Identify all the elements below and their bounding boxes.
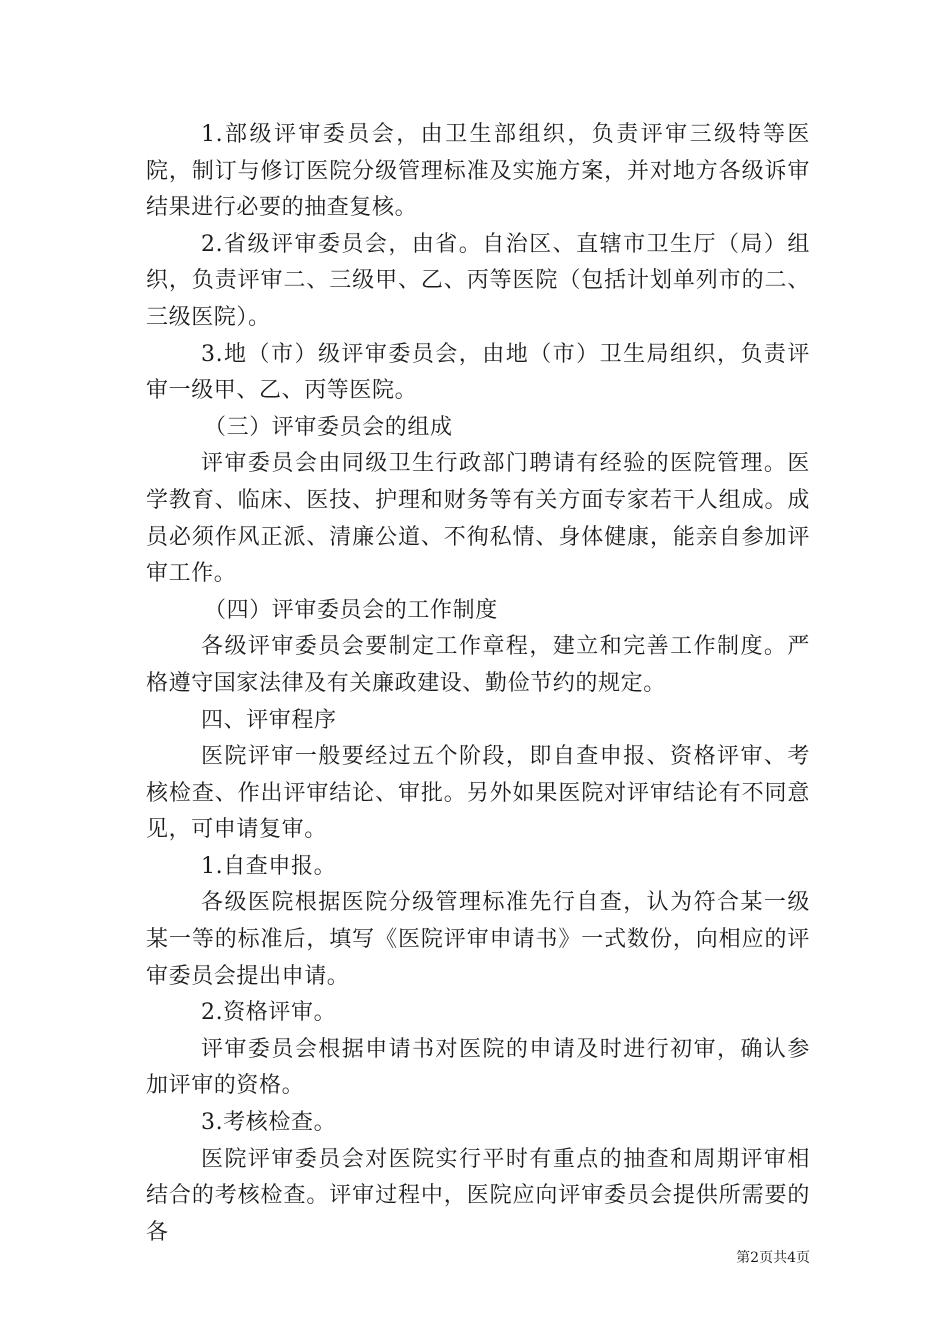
document-body	[146, 117, 810, 1251]
paragraph-qualification-review: 评审委员会根据申请书对医院的申请及时进行初审，确认参加评审的资格。	[146, 1036, 810, 1099]
paragraph-provincial-committee: 2.省级评审委员会，由省。自治区、直辖市卫生厅（局）组织，负责评审二、三级甲、乙、丙等医院（包括计划单列市的二、三级医院）。	[146, 231, 810, 330]
page-number: 第2页共4页	[736, 1250, 810, 1266]
paragraph-ministry-committee: 1.部级评审委员会，由卫生部组织，负责评审三级特等医院，制订与修订医院分级管理标准及实施方案，并对地方各级诉审结果进行必要的抽查复核。	[146, 122, 810, 221]
paragraph-assessment: 医院评审委员会对医院实行平时有重点的抽查和周期评审相结合的考核检查。评审过程中，医院应向评审委员会提供所需要的各	[146, 1146, 810, 1245]
heading-committee-rules: （四）评审委员会的工作制度	[204, 597, 498, 623]
paragraph-committee-composition: 评审委员会由同级卫生行政部门聘请有经验的医院管理。医学教育、临床、医技、护理和财务等有关方面专家若干人组成。成员必须作风正派、清廉公道、不徇私情、身体健康，能亲自参加评审工作。	[146, 451, 810, 587]
paragraph-self-check: 各级医院根据医院分级管理标准先行自查，认为符合某一级某一等的标准后，填写《医院评审申请书》一式数份，向相应的评审委员会提出申请。	[146, 890, 810, 989]
paragraph-review-stages: 医院评审一般要经过五个阶段，即自查申报、资格评审、考核检查、作出评审结论、审批。另外如果医院对评审结论有不同意见，可申请复审。	[146, 744, 810, 843]
paragraph-committee-rules: 各级评审委员会要制定工作章程，建立和完善工作制度。严格遵守国家法律及有关廉政建设、勤俭节约的规定。	[146, 634, 810, 696]
heading-assessment: 3.考核检查。	[201, 1110, 337, 1136]
heading-self-check: 1.自查申报。	[201, 853, 337, 879]
heading-committee-composition: （三）评审委员会的组成	[204, 414, 453, 440]
heading-review-procedure: 四、评审程序	[201, 707, 337, 733]
paragraph-city-committee: 3.地（市）级评审委员会，由地（市）卫生局组织，负责评审一级甲、乙、丙等医院。	[146, 341, 810, 404]
heading-qualification-review: 2.资格评审。	[201, 1000, 337, 1026]
